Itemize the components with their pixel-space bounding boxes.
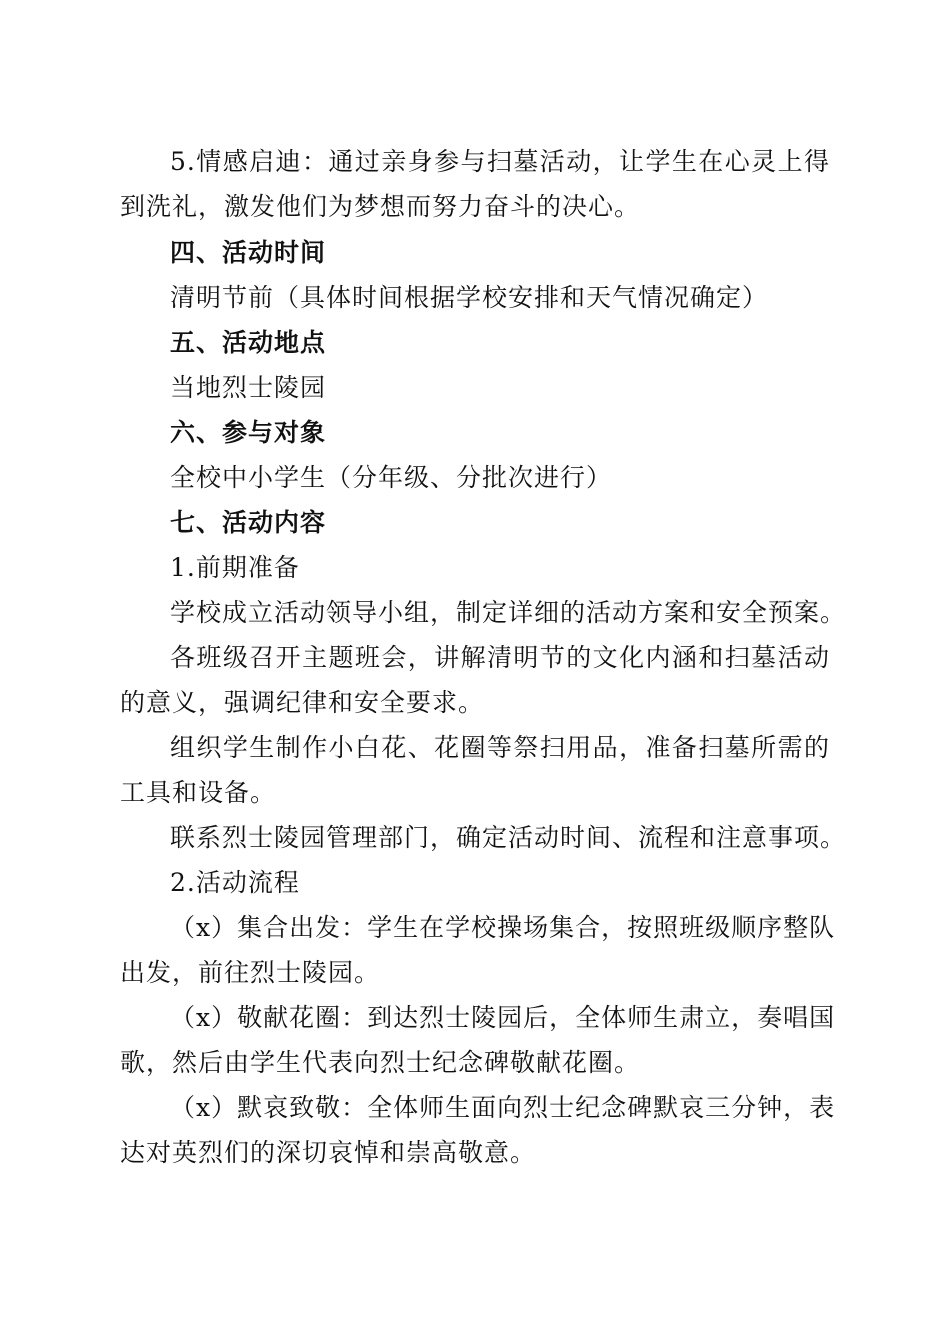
preparation-paragraph-2-line-1: 各班级召开主题班会，讲解清明节的文化内涵和扫墓活动 (170, 643, 830, 672)
preparation-paragraph-4: 联系烈士陵园管理部门，确定活动时间、流程和注意事项。 (170, 823, 847, 852)
section-heading-location: 五、活动地点 (170, 328, 327, 357)
section-heading-content: 七、活动内容 (170, 508, 327, 537)
section-text-participants: 全校中小学生（分年级、分批次进行） (170, 463, 613, 492)
preparation-paragraph-3-line-1: 组织学生制作小白花、花圈等祭扫用品，准备扫墓所需的 (170, 733, 830, 762)
section-text-time: 清明节前（具体时间根据学校安排和天气情况确定） (170, 283, 769, 312)
preparation-paragraph-1: 学校成立活动领导小组，制定详细的活动方案和安全预案。 (170, 598, 847, 627)
section-heading-participants: 六、参与对象 (170, 418, 327, 447)
preparation-paragraph-3-line-2: 工具和设备。 (120, 778, 277, 807)
process-item-2-line-1: （x）敬献花圈：到达烈士陵园后，全体师生肃立，奏唱国 (170, 1003, 836, 1032)
subsection-title-preparation: 1.前期准备 (170, 553, 300, 582)
process-item-1-line-1: （x）集合出发：学生在学校操场集合，按照班级顺序整队 (170, 913, 836, 942)
section-heading-time: 四、活动时间 (170, 238, 327, 267)
process-item-3-line-1: （x）默哀致敬：全体师生面向烈士纪念碑默哀三分钟，表 (170, 1093, 836, 1122)
preparation-paragraph-2-line-2: 的意义，强调纪律和安全要求。 (120, 688, 485, 717)
process-item-1-line-2: 出发，前往烈士陵园。 (120, 958, 381, 987)
process-item-2-line-2: 歌，然后由学生代表向烈士纪念碑敬献花圈。 (120, 1048, 641, 1077)
section-text-location: 当地烈士陵园 (170, 373, 327, 402)
process-item-3-line-2: 达对英烈们的深切哀悼和崇高敬意。 (120, 1138, 537, 1167)
paragraph-emotion-line-1: 5.情感启迪：通过亲身参与扫墓活动，让学生在心灵上得 (170, 147, 830, 176)
paragraph-emotion-line-2: 到洗礼，激发他们为梦想而努力奋斗的决心。 (120, 192, 641, 221)
subsection-title-process: 2.活动流程 (170, 868, 300, 897)
